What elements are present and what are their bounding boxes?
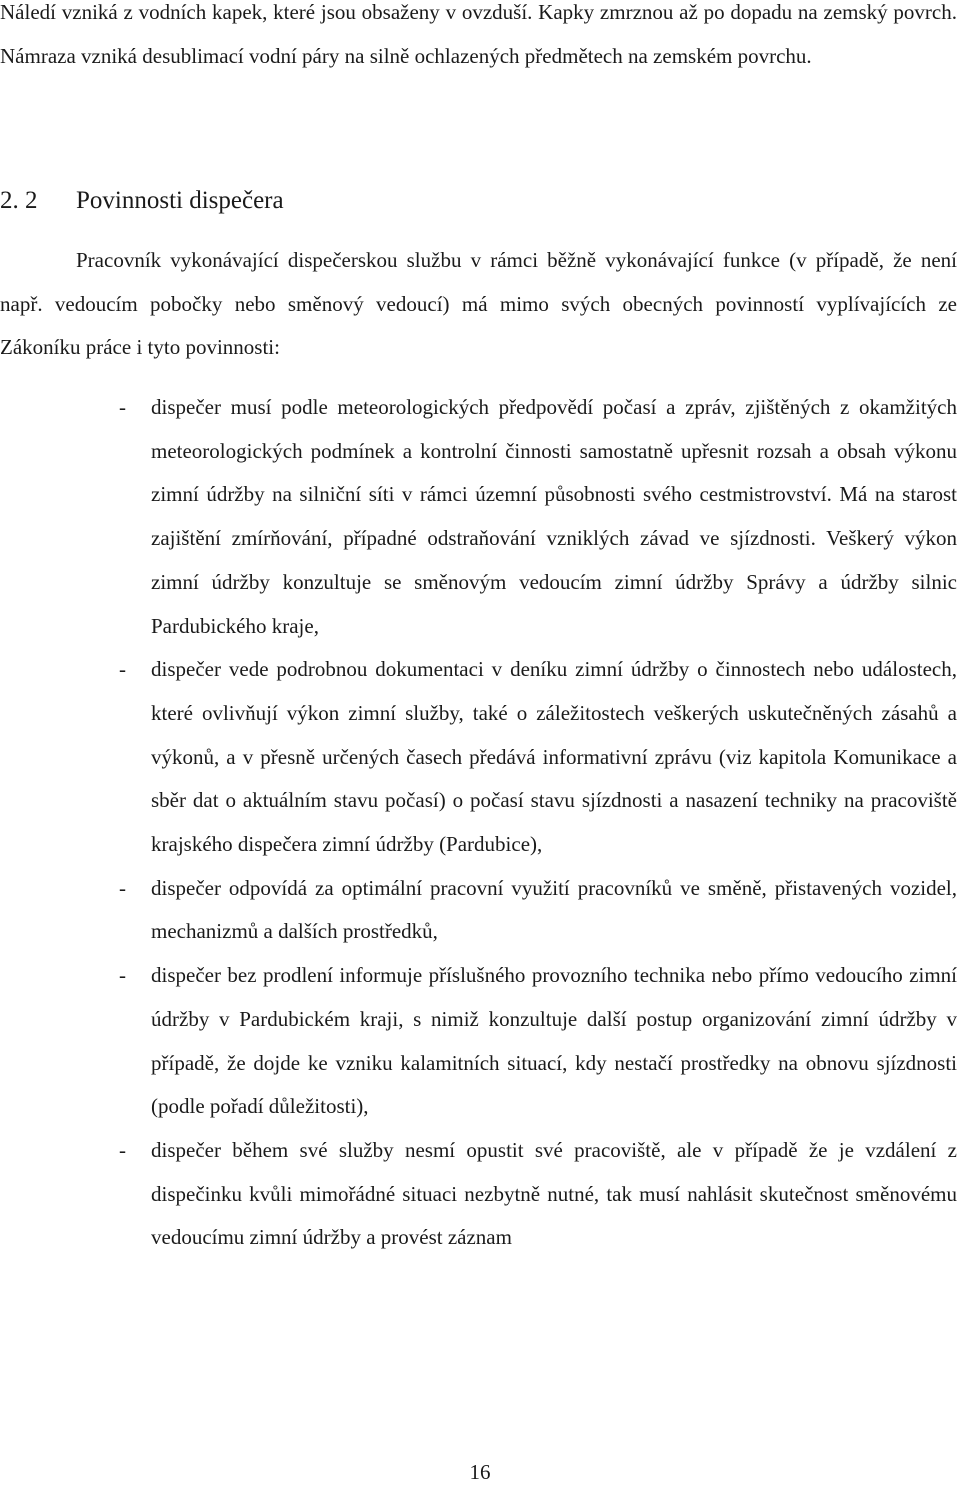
list-item (0, 1129, 957, 1260)
list-item (0, 648, 957, 867)
bullet-marker: - (119, 395, 126, 419)
intro-paragraph: Náledí vzniká z vodních kapek, které jsou obsaženy v ovzduší. Kapky zmrznou až po dopadu na zemský povrch. Námraza vzniká desublimací vodní páry na silně ochlazených předmětech na zemském povrchu. (0, 0, 957, 68)
list-item-text: dispečer vede podrobnou dokumentaci v deníku zimní údržby o činnostech nebo událostech, které ovlivňují výkon zimní služby, také o záležitostech veškerých uskutečněných zásahů a výkonů, a v přesně určených časech předává informativní zprávu (viz kapitola Komunikace a sběr dat o aktuálním stavu počasí) o počasí stavu sjízdnosti a nasazení techniky na pracoviště krajského dispečera zimní údržby (Pardubice), (151, 657, 957, 857)
section-paragraph: Pracovník vykonávající dispečerskou službu v rámci běžně vykonávající funkce (v případě, že není např. vedoucím pobočky nebo směnový vedoucí) má mimo svých obecných povinností vyplívajících ze Zákoníku práce i tyto povinnosti: (0, 248, 957, 360)
list-item-text: dispečer odpovídá za optimální pracovní využití pracovníků ve směně, přistavených vozidel, mechanizmů a dalších prostředků, (151, 875, 957, 944)
duties-list (0, 386, 957, 1260)
list-item-text: dispečer musí podle meteorologických předpovědí počasí a zpráv, zjištěných z okamžitých meteorologických podmínek a kontrolní činnosti samostatně upřesnit rozsah a obsah výkonu zimní údržby na silniční síti v rámci územní působnosti svého cestmistrovství. Má na starost zajištění zmírňování, případné odstraňování vzniklých závad ve sjízdnosti. Veškerý výkon zimní údržby konzultuje se směnovým vedoucím zimní údržby Správy a údržby silnic Pardubického kraje, (151, 395, 957, 638)
list-item (0, 386, 957, 648)
bullet-marker: - (119, 657, 126, 682)
section-number: 2. 2 (0, 187, 38, 214)
bullet-marker: - (119, 1137, 126, 1162)
list-item-text: dispečer bez prodlení informuje příslušného provozního technika nebo přímo vedoucího zimní údržby v Pardubickém kraji, s nimiž konzultuje další postup organizování zimní údržby v případě, že dojde ke vzniku kalamitních situací, kdy nestačí prostředky na obnovu sjízdnosti (podle pořadí důležitosti), (151, 963, 957, 1119)
bullet-marker: - (119, 963, 126, 988)
bullet-marker: - (119, 875, 126, 900)
section-title: Povinnosti dispečera (76, 187, 284, 214)
page-number: 16 (469, 1460, 491, 1484)
section-heading (0, 181, 284, 221)
list-item (0, 954, 957, 1129)
list-item-text: dispečer během své služby nesmí opustit své pracoviště, ale v případě že je vzdálení z dispečinku kvůli mimořádné situaci nezbytně nutné, tak musí nahlásit skutečnost směnovému vedoucímu zimní údržby a provést záznam (151, 1137, 957, 1250)
list-item (0, 867, 957, 954)
